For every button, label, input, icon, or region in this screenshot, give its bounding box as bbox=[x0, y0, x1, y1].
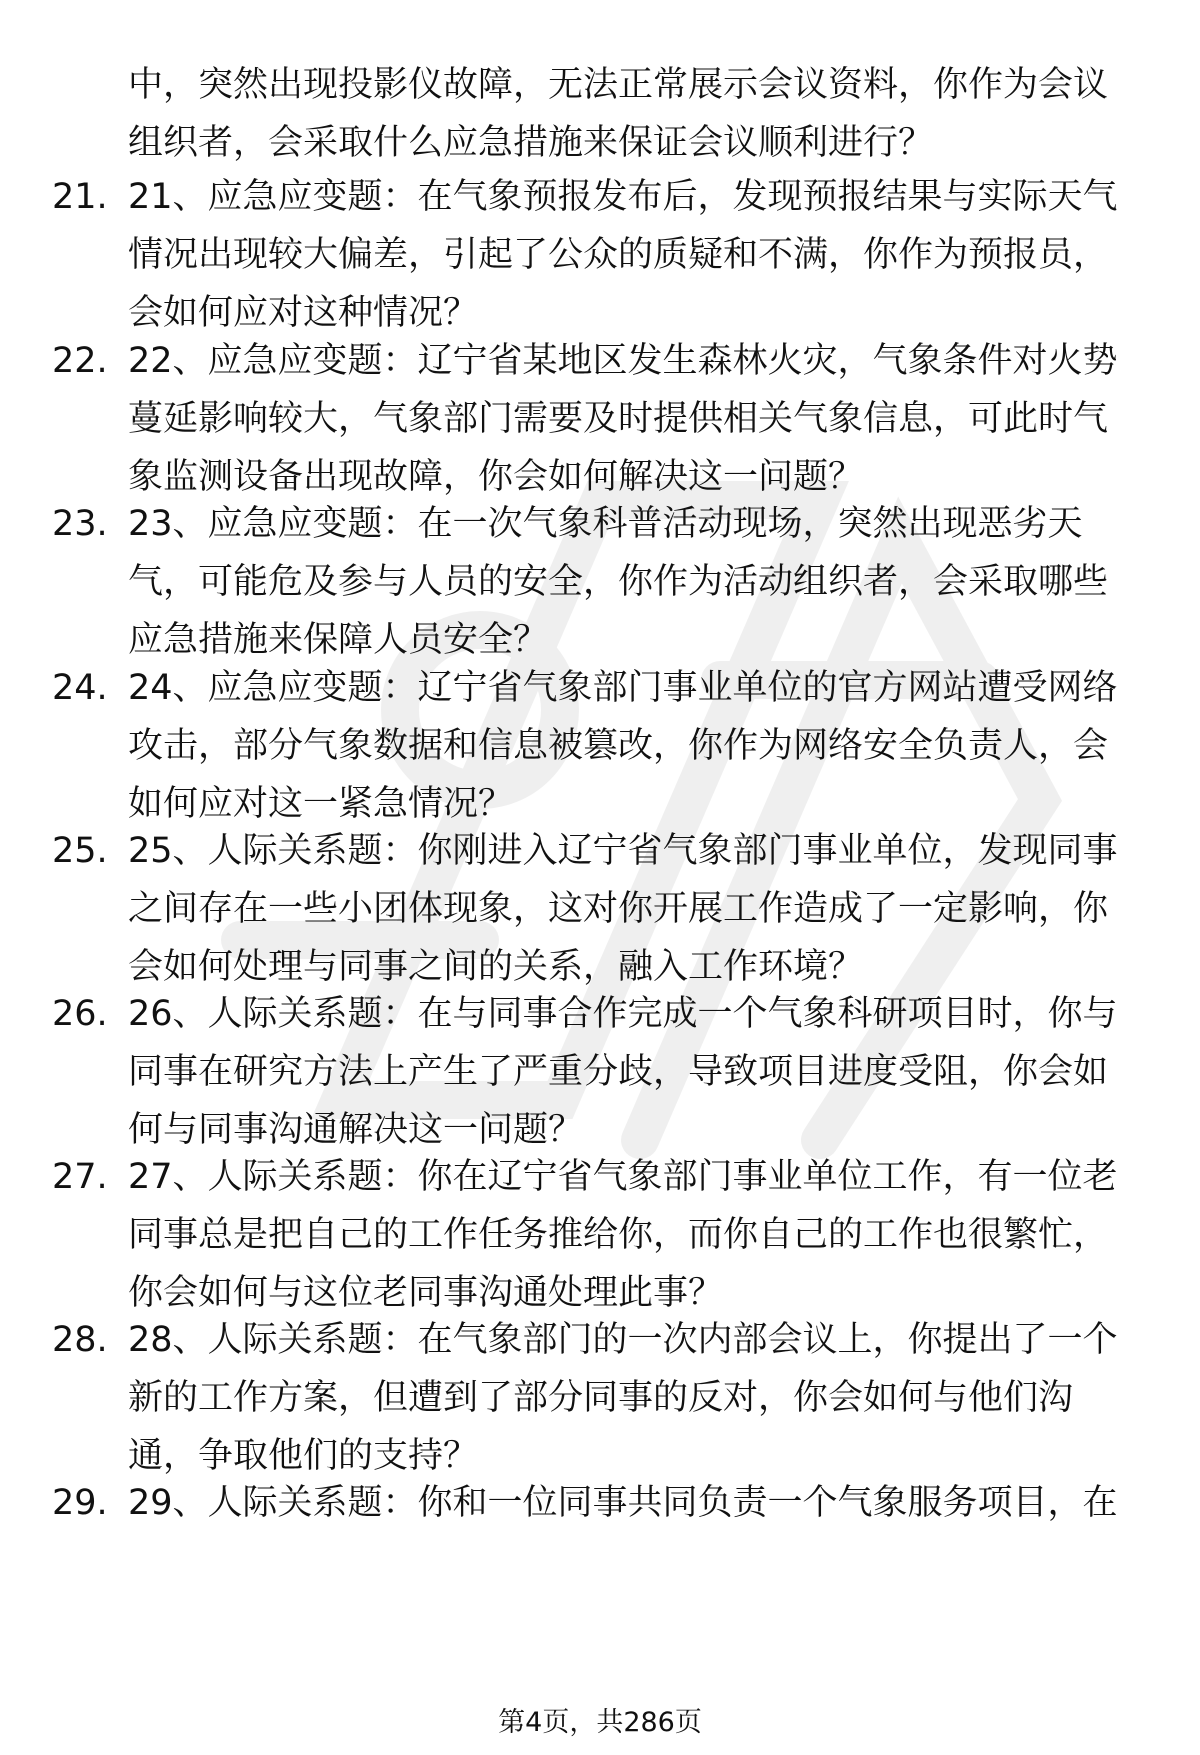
question-text: 23、应急应变题：在一次气象科普活动现场，突然出现恶劣天气，可能危及参与人员的安全，你作为活动组织者，会采取哪些应急措施来保障人员安全？ bbox=[128, 504, 1109, 660]
question-text: 29、人际关系题：你和一位同事共同负责一个气象服务项目，在 bbox=[128, 1483, 1118, 1523]
question-number: 25. bbox=[52, 831, 108, 871]
question-text: 28、人际关系题：在气象部门的一次内部会议上，你提出了一个新的工作方案，但遭到了部分同事的反对，你会如何与他们沟通，争取他们的支持？ bbox=[128, 1320, 1118, 1476]
question-number: 23. bbox=[52, 504, 108, 544]
question-number: 26. bbox=[52, 994, 108, 1034]
question-text: 22、应急应变题：辽宁省某地区发生森林火灾，气象条件对火势蔓延影响较大，气象部门需要及时提供相关气象信息，可此时气象监测设备出现故障，你会如何解决这一问题？ bbox=[128, 341, 1118, 497]
question-text: 21、应急应变题：在气象预报发布后，发现预报结果与实际天气情况出现较大偏差，引起了公众的质疑和不满，你作为预报员，会如何应对这种情况？ bbox=[128, 177, 1118, 333]
intro-paragraph: 中，突然出现投影仪故障，无法正常展示会议资料，你作为会议组织者，会采取什么应急措施来保证会议顺利进行？ bbox=[128, 65, 1109, 163]
question-number: 21. bbox=[52, 177, 108, 217]
question-text: 27、人际关系题：你在辽宁省气象部门事业单位工作，有一位老同事总是把自己的工作任务推给你，而你自己的工作也很繁忙，你会如何与这位老同事沟通处理此事？ bbox=[128, 1157, 1118, 1313]
question-number: 28. bbox=[52, 1320, 108, 1360]
page-footer: 第4页，共286页 bbox=[498, 1707, 702, 1738]
question-number: 29. bbox=[52, 1483, 108, 1523]
question-number: 22. bbox=[52, 341, 108, 381]
question-number: 24. bbox=[52, 668, 108, 708]
question-number: 27. bbox=[52, 1157, 108, 1197]
question-text: 24、应急应变题：辽宁省气象部门事业单位的官方网站遭受网络攻击，部分气象数据和信息被篡改，你作为网络安全负责人，会如何应对这一紧急情况？ bbox=[128, 668, 1118, 824]
question-text: 25、人际关系题：你刚进入辽宁省气象部门事业单位，发现同事之间存在一些小团体现象，这对你开展工作造成了一定影响，你会如何处理与同事之间的关系，融入工作环境？ bbox=[128, 831, 1118, 987]
question-text: 26、人际关系题：在与同事合作完成一个气象科研项目时，你与同事在研究方法上产生了严重分歧，导致项目进度受阻，你会如何与同事沟通解决这一问题？ bbox=[128, 994, 1118, 1150]
